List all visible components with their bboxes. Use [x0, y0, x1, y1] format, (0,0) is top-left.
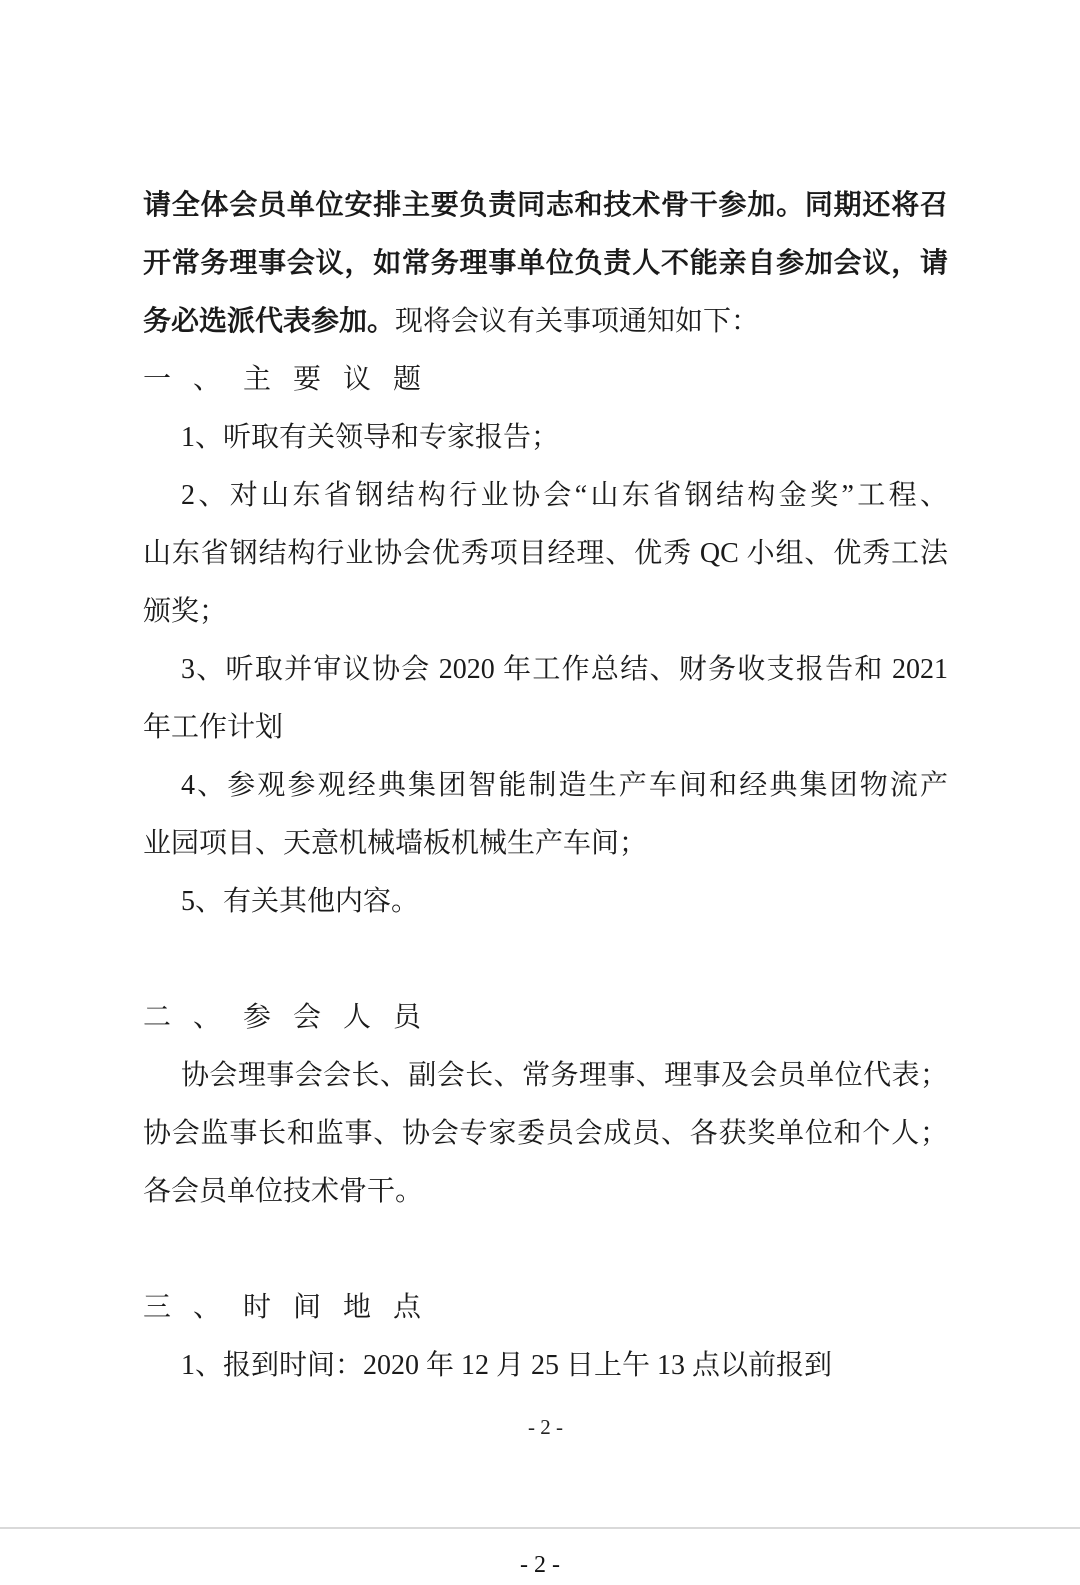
section-2-heading: 二、参会人员: [143, 1002, 444, 1033]
section-1-item-3-line-2: 年工作计划: [143, 712, 284, 743]
section-2-body-line-2: 协会监事长和监事、协会专家委员会成员、各获奖单位和个人；: [143, 1118, 948, 1149]
section-1-item-5: 5、有关其他内容。: [181, 886, 420, 917]
section-2-body-line-1: 协会理事会会长、副会长、常务理事、理事及会员单位代表；: [181, 1060, 948, 1091]
section-1-item-4-line-2: 业园项目、天意机械墙板机械生产车间；: [143, 828, 648, 859]
page-boundary-line: [0, 1527, 1080, 1529]
section-1-heading: 一、主要议题: [143, 364, 444, 395]
blank-line: [143, 931, 948, 989]
section-1-item-2-line-1: 2、对山东省钢结构行业协会“山东省钢结构金奖”工程、: [181, 480, 948, 511]
intro-line-3-bold-part: 务必选派代表参加。: [143, 306, 396, 337]
section-1-item-1: 1、听取有关领导和专家报告；: [181, 422, 560, 453]
section-2-body-line-3: 各会员单位技术骨干。: [143, 1176, 424, 1207]
section-1-item-3-line-1: 3、听取并审议协会 2020 年工作总结、财务收支报告和 2021: [181, 654, 948, 685]
viewer-page-label: - 2 -: [520, 1552, 560, 1578]
section-3-item-1: 1、报到时间：2020 年 12 月 25 日上午 13 点以前报到: [181, 1350, 833, 1381]
section-1-item-2-line-3: 颁奖；: [143, 596, 228, 627]
document-body: [143, 177, 948, 1395]
page-number-footer: - 2 -: [528, 1415, 563, 1439]
intro-line-1: 请全体会员单位安排主要负责同志和技术骨干参加。同期还将召: [143, 190, 948, 221]
section-1-item-4-line-1: 4、参观参观经典集团智能制造生产车间和经典集团物流产: [181, 770, 948, 801]
blank-line: [143, 1221, 948, 1279]
intro-line-2: 开常务理事会议，如常务理事单位负责人不能亲自参加会议，请: [143, 248, 948, 279]
section-1-item-2-line-2: 山东省钢结构行业协会优秀项目经理、优秀 QC 小组、优秀工法: [143, 538, 948, 569]
intro-line-3: [143, 293, 948, 351]
intro-line-3-regular-part: 现将会议有关事项通知如下：: [395, 306, 760, 337]
section-3-heading: 三、时间地点: [143, 1292, 444, 1323]
